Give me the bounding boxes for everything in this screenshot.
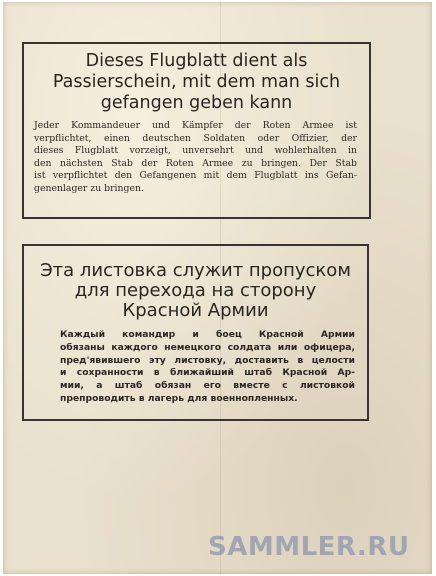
german-headline: [30, 51, 363, 114]
german-body-line: verpflichtet, einen deutschen Soldaten oder Offizier, der: [34, 132, 357, 144]
russian-body-line: мии, а штаб обязан его вместе с листовкой: [60, 380, 355, 392]
german-body-line: Jeder Kommandeuer und Kämpfer der Roten Armee ist: [34, 120, 357, 131]
russian-body-line: обязаны каждого немецкого солдата или офицера,: [60, 341, 355, 353]
site-watermark: SAMMLER.RU: [208, 532, 410, 562]
german-headline-line: Passierschein, mit dem man sich: [52, 72, 341, 92]
german-headline-line: gefangen geben kann: [100, 93, 293, 113]
german-body-line: ist verpflichtet den Gefangenen mit dem Flugblatt ins Gefan-: [34, 170, 357, 182]
german-headline-line: Dieses Flugblatt dient als: [85, 51, 308, 71]
russian-headline-line: Эта листовка служит пропуском: [40, 260, 351, 281]
german-body-text: [34, 120, 357, 196]
german-body-line: genenlager zu bringen.: [34, 182, 144, 194]
russian-body-text: [60, 329, 355, 406]
russian-body-line: препроводить в лагерь для военнопленных.: [60, 392, 298, 404]
german-text-panel: [22, 42, 371, 219]
russian-headline-line: Красной Армии: [122, 300, 269, 321]
russian-body-line: и сохранности в ближайший штаб Красной Ар-: [60, 367, 355, 379]
german-body-line: dieses Flugblatt vorzeigt, unversehrt und wohlerhalten in: [34, 145, 357, 157]
russian-body-line: Каждый командир и боец Красной Армии: [60, 329, 355, 340]
german-body-line: den nächsten Stab der Roten Armee zu bringen. Der Stab: [34, 157, 357, 169]
russian-text-panel: [22, 244, 369, 421]
russian-headline: [30, 261, 361, 321]
russian-headline-line: для перехода на сторону: [74, 280, 317, 301]
russian-body-line: пред'явившего эту листовку, доставить в целости: [60, 354, 355, 366]
